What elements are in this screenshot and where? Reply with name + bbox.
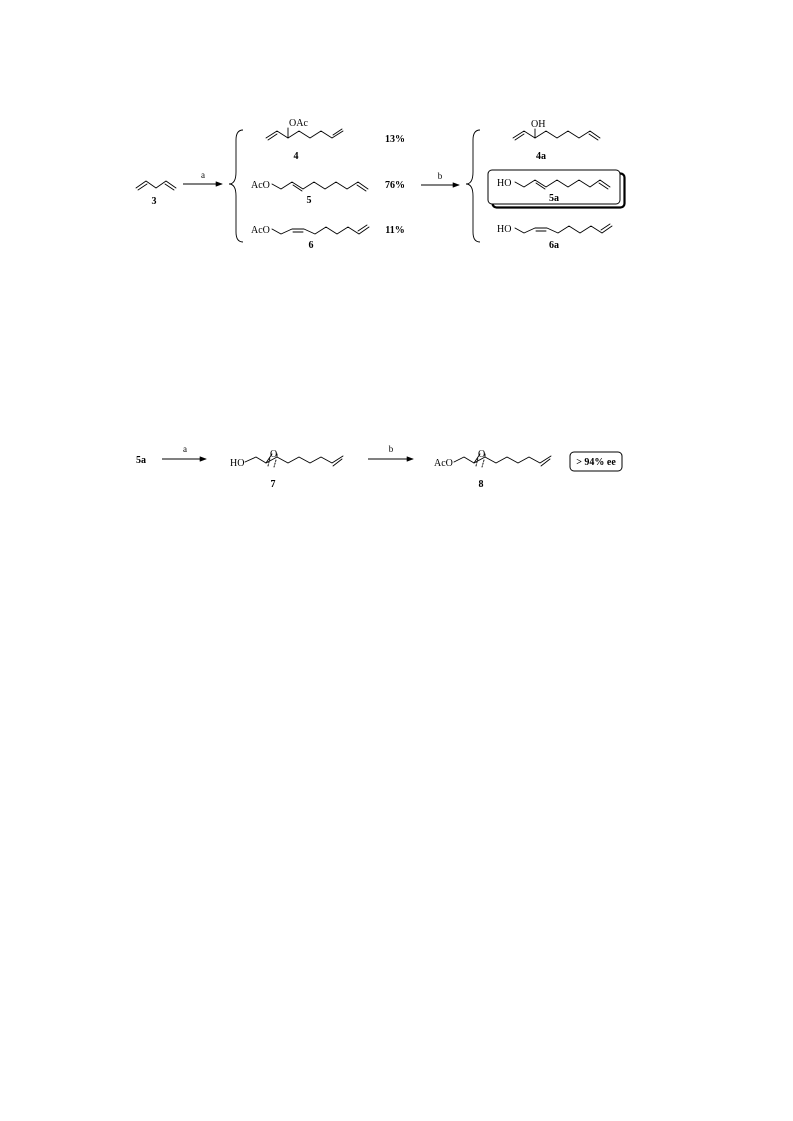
compound-5a-label: 5a	[549, 193, 559, 204]
compound-6a-structure	[515, 224, 612, 233]
condition-2a-label: a	[183, 444, 187, 454]
butadiene-structure	[136, 181, 176, 190]
compound-4a-label: 4a	[536, 151, 546, 162]
right-product-brace	[466, 130, 480, 242]
compound-7-label: 7	[270, 479, 276, 490]
compound-6-yield: 11%	[385, 225, 405, 236]
compound-6-aco-group: AcO	[251, 225, 270, 236]
compound-4-structure	[266, 128, 343, 140]
compound-7-structure	[245, 454, 343, 467]
condition-2b-label: b	[388, 444, 394, 454]
compound-5a-start-label: 5a	[136, 455, 146, 466]
compound-5-structure	[272, 182, 368, 191]
compound-5-yield: 76%	[385, 180, 405, 191]
compound-6-label: 6	[308, 240, 314, 251]
compound-3-label: 3	[151, 196, 157, 207]
compound-6-structure	[272, 225, 369, 234]
compound-6a-label: 6a	[549, 240, 559, 251]
compound-4a-structure	[513, 129, 600, 140]
compound-5a-ho-group: HO	[497, 178, 512, 189]
condition-b-label: b	[437, 171, 443, 181]
condition-a-label: a	[201, 170, 205, 180]
compound-8-aco-group: AcO	[434, 458, 453, 469]
compound-8-structure	[454, 454, 551, 467]
compound-4-label: 4	[293, 151, 299, 162]
compound-7-epoxide-oxygen: O	[270, 449, 278, 460]
compound-5-label: 5	[306, 195, 312, 206]
ee-badge-text: > 94% ee	[576, 457, 616, 468]
compound-4-yield: 13%	[385, 134, 405, 145]
compound-5-aco-group: AcO	[251, 180, 270, 191]
compound-8-epoxide-oxygen: O	[478, 449, 486, 460]
compound-7-ho-group: HO	[230, 458, 245, 469]
compound-8-label: 8	[478, 479, 484, 490]
compound-4a-oh-group: OH	[531, 119, 546, 130]
left-product-brace	[229, 130, 243, 242]
compound-4-oac-group: OAc	[289, 118, 308, 129]
compound-6a-ho-group: HO	[497, 224, 512, 235]
